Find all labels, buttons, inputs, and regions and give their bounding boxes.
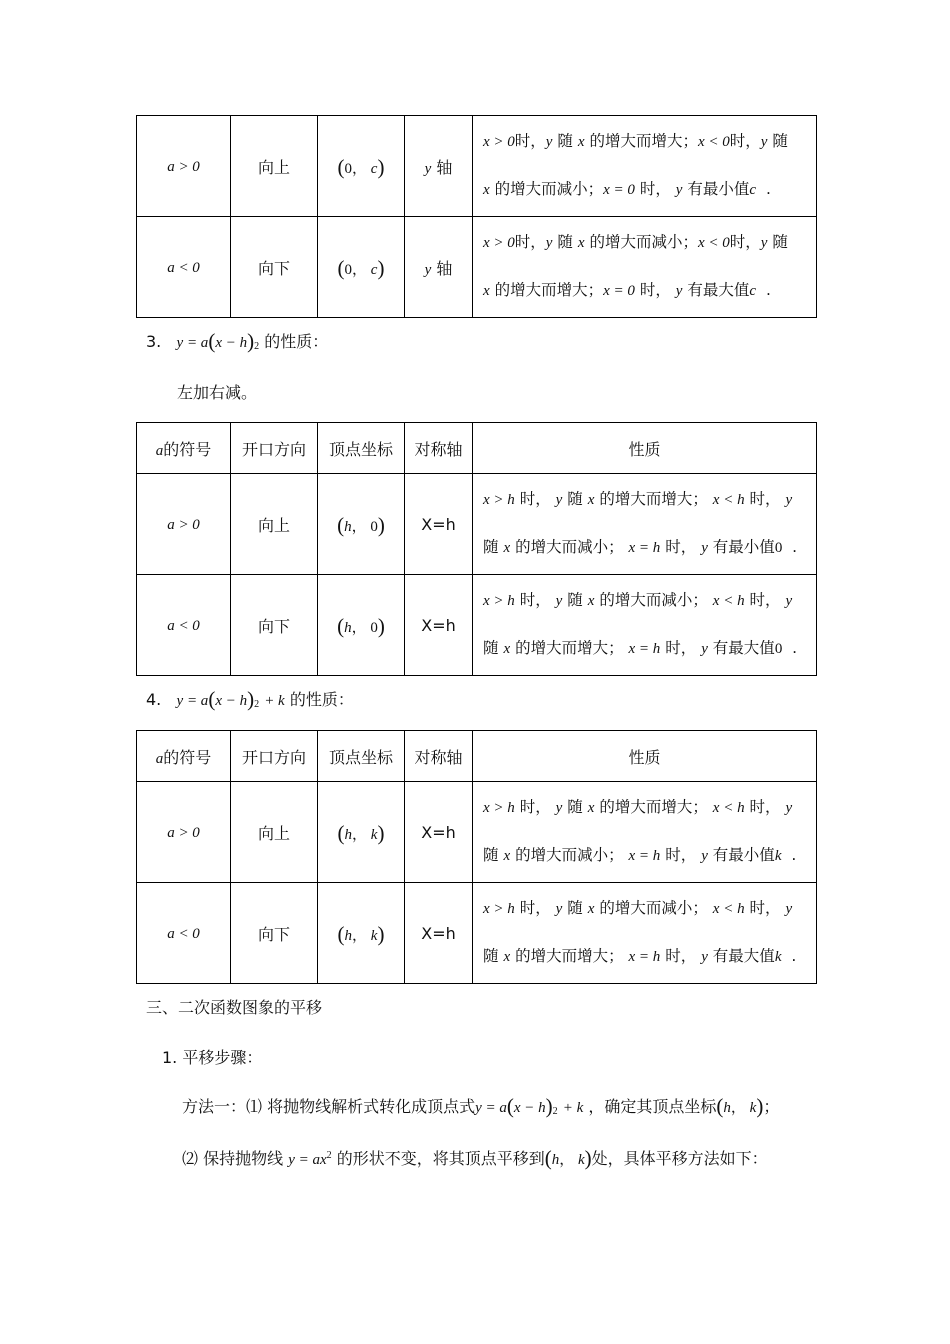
table-properties-hk — [136, 730, 817, 984]
property-cell: x > h 时， y 随 x 的增大而增大； x < h 时， y 随 x 的增大而减小； x = h 时， y 有最小值k . — [473, 782, 817, 883]
header-axis: 对称轴 — [405, 423, 473, 474]
vertex-cell: (h， 0) — [318, 474, 405, 575]
axis-cell: X=h — [405, 575, 473, 676]
opening-cell: 向下 — [231, 217, 318, 318]
vertex-cell: (0， c) — [318, 217, 405, 318]
section-4-heading: 4. y = a(x − h)2 + k 的性质： — [146, 687, 354, 711]
axis-cell: X=h — [405, 782, 473, 883]
axis-cell: y 轴 — [405, 116, 473, 217]
table-row — [137, 474, 817, 575]
rule-text: 左加右减。 — [177, 383, 258, 402]
property-cell: x > h 时， y 随 x 的增大而减小； x < h 时， y 随 x 的增大而增大； x = h 时， y 有最大值k . — [473, 883, 817, 984]
property-cell: x > 0时，y 随 x 的增大而减小；x < 0时，y 随 x 的增大而增大；x = 0 时， y 有最大值c . — [473, 217, 817, 318]
header-vertex: 顶点坐标 — [318, 423, 405, 474]
header-vertex: 顶点坐标 — [318, 731, 405, 782]
opening-cell: 向上 — [231, 474, 318, 575]
table-header-row — [137, 731, 817, 782]
vertex-cell: (h， k) — [318, 883, 405, 984]
header-property: 性质 — [473, 731, 817, 782]
sign-cell: a < 0 — [137, 575, 231, 676]
sign-cell: a > 0 — [137, 474, 231, 575]
sign-cell: a < 0 — [137, 217, 231, 318]
sign-cell: a < 0 — [137, 883, 231, 984]
opening-cell: 向上 — [231, 116, 318, 217]
vertex-cell: (h， 0) — [318, 575, 405, 676]
header-property: 性质 — [473, 423, 817, 474]
property-cell: x > 0时，y 随 x 的增大而增大；x < 0时，y 随 x 的增大而减小；x = 0 时， y 有最小值c . — [473, 116, 817, 217]
table-row — [137, 883, 817, 984]
section-3-heading: 3. y = a(x − h)2 的性质： — [146, 329, 329, 353]
table-row — [137, 782, 817, 883]
header-axis: 对称轴 — [405, 731, 473, 782]
header-sign: a的符号 — [137, 423, 231, 474]
sign-cell: a > 0 — [137, 116, 231, 217]
table-row — [137, 575, 817, 676]
table-properties-c — [136, 115, 817, 318]
axis-cell: X=h — [405, 883, 473, 984]
table-row — [137, 116, 817, 217]
header-opening: 开口方向 — [231, 423, 318, 474]
axis-cell: X=h — [405, 474, 473, 575]
table-row — [137, 217, 817, 318]
table-properties-h — [136, 422, 817, 676]
axis-cell: y 轴 — [405, 217, 473, 318]
steps-title: 1. 平移步骤： — [162, 1048, 263, 1067]
table-header-row — [137, 423, 817, 474]
header-sign: a的符号 — [137, 731, 231, 782]
sign-cell: a > 0 — [137, 782, 231, 883]
method-two-line: ⑵ 保持抛物线 $y = ax^2$ 的形状不变，将其顶点平移到(h， k)处，具体平移方法如下： — [182, 1146, 768, 1170]
vertex-cell: (h， k) — [318, 782, 405, 883]
property-cell: x > h 时， y 随 x 的增大而减小； x < h 时， y 随 x 的增大而增大； x = h 时， y 有最大值0 . — [473, 575, 817, 676]
property-cell: x > h 时， y 随 x 的增大而增大； x < h 时， y 随 x 的增大而减小； x = h 时， y 有最小值0 . — [473, 474, 817, 575]
opening-cell: 向下 — [231, 883, 318, 984]
opening-cell: 向上 — [231, 782, 318, 883]
opening-cell: 向下 — [231, 575, 318, 676]
vertex-cell: (0， c) — [318, 116, 405, 217]
method-one-line: 方法一：⑴ 将抛物线解析式转化成顶点式y = a(x − h)2 + k ，确定其顶点坐标(h， k)； — [182, 1094, 780, 1118]
header-opening: 开口方向 — [231, 731, 318, 782]
section-three-title: 三、二次函数图象的平移 — [146, 998, 323, 1017]
